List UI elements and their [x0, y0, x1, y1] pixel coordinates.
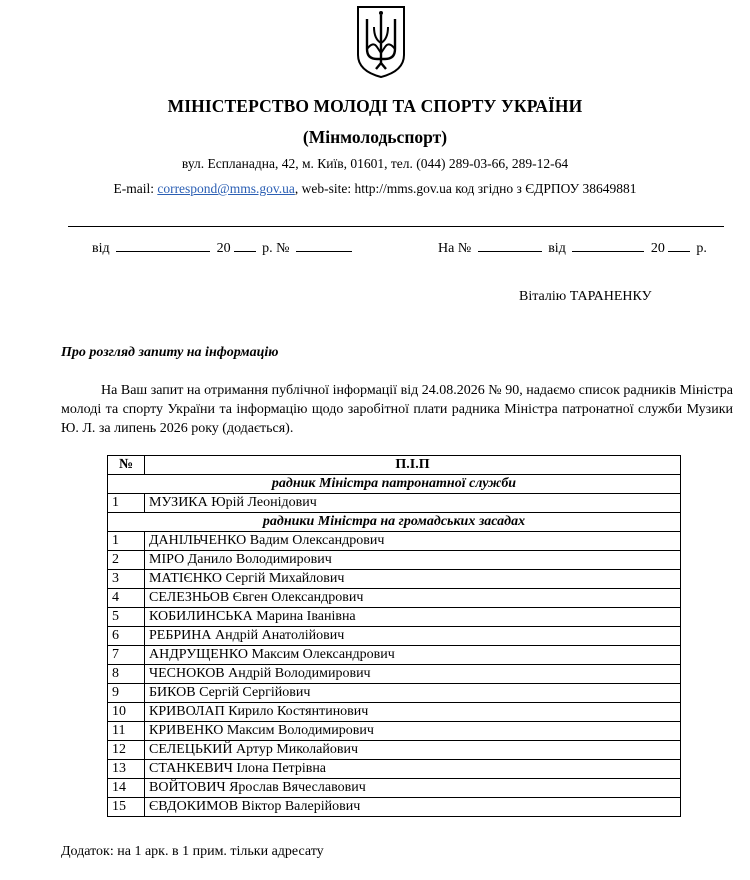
- section-row: [108, 475, 681, 494]
- row-number: 15: [108, 798, 145, 817]
- section-title: радник Міністра патронатної служби: [108, 475, 681, 494]
- to-year-prefix: 20: [650, 241, 665, 256]
- to-year-suffix: р.: [696, 241, 707, 256]
- table-row: [108, 665, 681, 684]
- letter-subject: Про розгляд запиту на інформацію: [61, 345, 279, 360]
- table-row: [108, 551, 681, 570]
- row-number: 5: [108, 608, 145, 627]
- row-number: 1: [108, 494, 145, 513]
- row-name: СЕЛЕЦЬКИЙ Артур Миколайович: [145, 741, 681, 760]
- section-title: радники Міністра на громадських засадах: [108, 513, 681, 532]
- row-name: АНДРУЩЕНКО Максим Олександрович: [145, 646, 681, 665]
- row-number: 13: [108, 760, 145, 779]
- row-number: 3: [108, 570, 145, 589]
- table-row: [108, 570, 681, 589]
- table-row: [108, 494, 681, 513]
- outgoing-reference: [92, 239, 355, 257]
- row-number: 9: [108, 684, 145, 703]
- row-name: МАТІЄНКО Сергій Михайлович: [145, 570, 681, 589]
- row-name: РЕБРИНА Андрій Анатолійович: [145, 627, 681, 646]
- year-blank: [234, 239, 256, 252]
- incoming-reference: [438, 239, 707, 257]
- table-row: [108, 608, 681, 627]
- header-divider: [68, 226, 724, 227]
- year-prefix: 20: [216, 241, 231, 256]
- header-name: П.І.П: [145, 456, 681, 475]
- row-name: БИКОВ Сергій Сергійович: [145, 684, 681, 703]
- to-year-blank: [668, 239, 690, 252]
- table-row: [108, 760, 681, 779]
- row-number: 2: [108, 551, 145, 570]
- row-name: ДАНІЛЬЧЕНКО Вадим Олександрович: [145, 532, 681, 551]
- table-row: [108, 703, 681, 722]
- to-label: На №: [438, 241, 472, 256]
- table-row: [108, 798, 681, 817]
- letter-body: На Ваш запит на отримання публічної інформації від 24.08.2026 № 90, надаємо список радників Міністра молоді та спорту України та інформацію щодо заробітної плати радника Міністра патронатної служби Музики Ю. Л. за липень 2026 року (додається).: [61, 383, 733, 436]
- table-row: [108, 627, 681, 646]
- row-number: 12: [108, 741, 145, 760]
- row-name: СЕЛЕЗНЬОВ Євген Олександрович: [145, 589, 681, 608]
- header-number: №: [108, 456, 145, 475]
- row-name: СТАНКЕВИЧ Ілона Петрівна: [145, 760, 681, 779]
- table-header-row: [108, 456, 681, 475]
- date-blank: [116, 239, 210, 252]
- year-suffix: р. №: [262, 241, 290, 256]
- table-row: [108, 532, 681, 551]
- ministry-abbreviation: (Мінмолодьспорт): [302, 127, 448, 147]
- advisers-table: [107, 455, 681, 817]
- trident-coat-of-arms-icon: [355, 5, 407, 79]
- row-number: 10: [108, 703, 145, 722]
- table-row: [108, 589, 681, 608]
- table-row: [108, 779, 681, 798]
- table-row: [108, 722, 681, 741]
- row-name: КРИВОЛАП Кирило Костянтинович: [145, 703, 681, 722]
- row-number: 14: [108, 779, 145, 798]
- row-name: МУЗИКА Юрій Леонідович: [145, 494, 681, 513]
- row-number: 6: [108, 627, 145, 646]
- email-label: E-mail:: [113, 181, 154, 196]
- row-number: 4: [108, 589, 145, 608]
- to-from-label: від: [548, 241, 566, 256]
- section-row: [108, 513, 681, 532]
- ministry-name: МІНІСТЕРСТВО МОЛОДІ ТА СПОРТУ УКРАЇНИ: [167, 96, 583, 116]
- website-text: , web-site: http://mms.gov.ua код згідно з ЄДРПОУ 38649881: [294, 181, 637, 196]
- number-blank: [296, 239, 352, 252]
- row-name: КОБИЛИНСЬКА Марина Іванівна: [145, 608, 681, 627]
- row-name: ЄВДОКИМОВ Віктор Валерійович: [145, 798, 681, 817]
- row-number: 1: [108, 532, 145, 551]
- to-number-blank: [478, 239, 542, 252]
- row-number: 7: [108, 646, 145, 665]
- to-date-blank: [572, 239, 644, 252]
- table-row: [108, 684, 681, 703]
- row-number: 8: [108, 665, 145, 684]
- attachment-note: Додаток: на 1 арк. в 1 прим. тільки адресату: [61, 844, 324, 859]
- from-label: від: [92, 241, 110, 256]
- contacts-line: [0, 181, 750, 197]
- table-row: [108, 646, 681, 665]
- row-name: ВОЙТОВИЧ Ярослав Вячеславович: [145, 779, 681, 798]
- table-row: [108, 741, 681, 760]
- row-name: МІРО Данило Володимирович: [145, 551, 681, 570]
- row-name: КРИВЕНКО Максим Володимирович: [145, 722, 681, 741]
- addressee: Віталію ТАРАНЕНКУ: [519, 289, 652, 304]
- row-number: 11: [108, 722, 145, 741]
- email-link[interactable]: correspond@mms.gov.ua: [157, 181, 295, 196]
- ministry-address: вул. Еспланадна, 42, м. Київ, 01601, тел. (044) 289-03-66, 289-12-64: [181, 156, 569, 171]
- row-name: ЧЕСНОКОВ Андрій Володимирович: [145, 665, 681, 684]
